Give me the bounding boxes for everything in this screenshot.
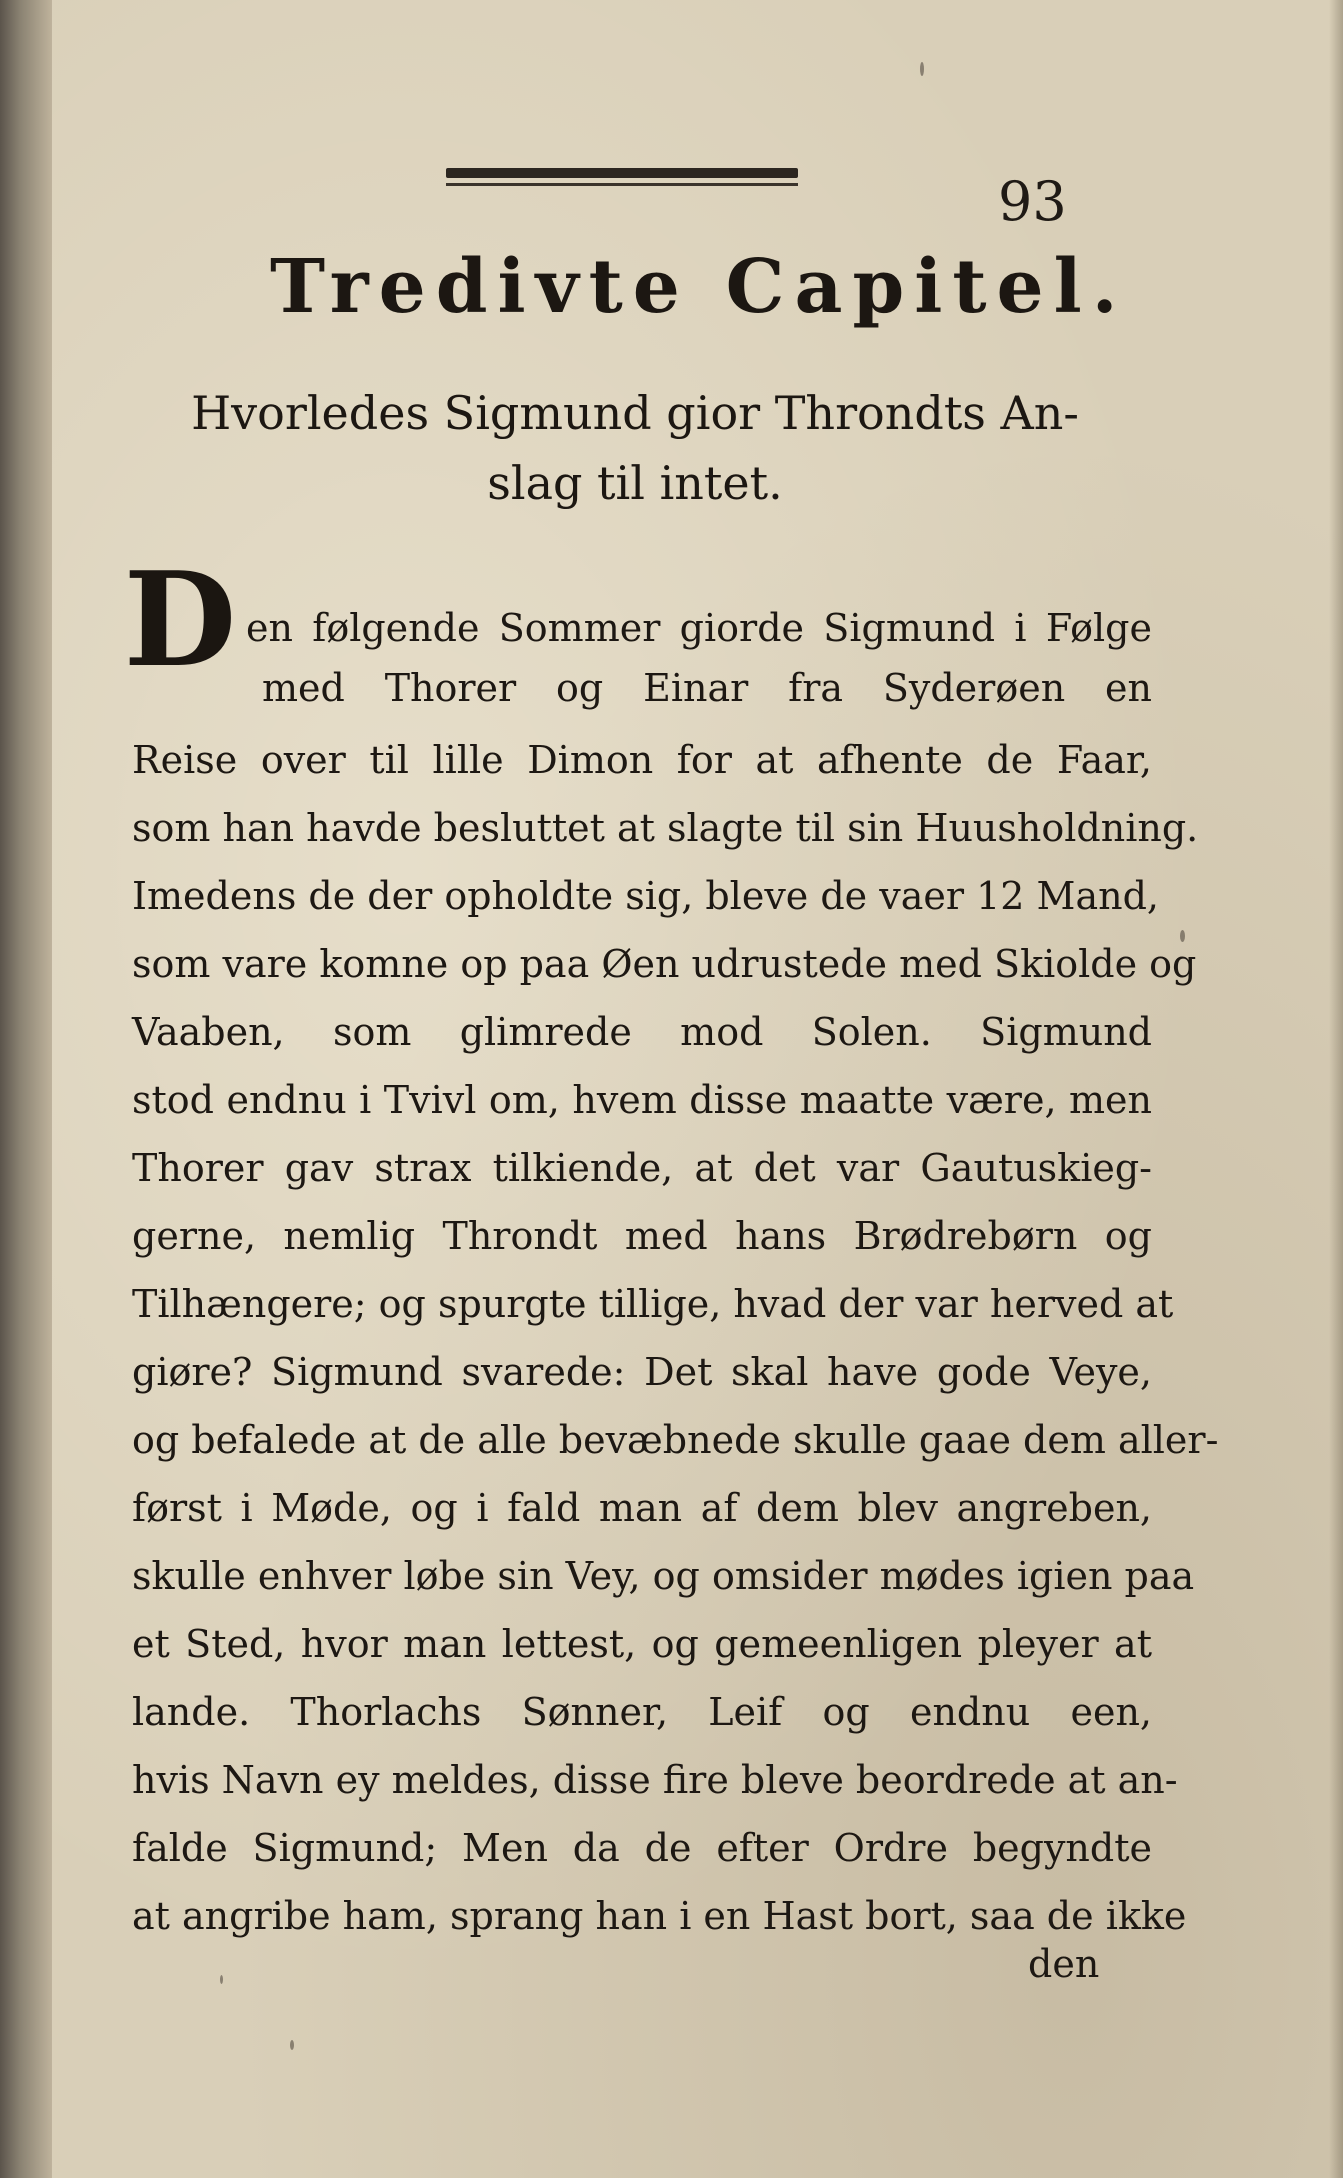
text-line: et Sted, hvor man lettest, og gemeenligen pleyer at bbox=[132, 1622, 1152, 1666]
text-line: Tilhængere; og spurgte tillige, hvad der var herved at bbox=[132, 1282, 1174, 1326]
subtitle-line: slag til intet. bbox=[487, 456, 783, 510]
text-line: som han havde besluttet at slagte til sin Huusholdning. bbox=[132, 806, 1199, 850]
text-line: Thorer gav strax tilkiende, at det var Gautuskieg- bbox=[132, 1146, 1152, 1190]
text-line: stod endnu i Tvivl om, hvem disse maatte være, men bbox=[132, 1078, 1152, 1122]
page-number: 93 bbox=[998, 170, 1067, 233]
text-line: med Thorer og Einar fra Syderøen en bbox=[262, 666, 1152, 710]
text-line: skulle enhver løbe sin Vey, og omsider mødes igien paa bbox=[132, 1554, 1195, 1598]
text-line: Vaaben, som glimrede mod Solen. Sigmund bbox=[132, 1010, 1152, 1054]
text-line: først i Møde, og i fald man af dem blev angreben, bbox=[132, 1486, 1152, 1530]
text-line: og befalede at de alle bevæbnede skulle gaae dem aller- bbox=[132, 1418, 1219, 1462]
text-line: hvis Navn ey meldes, disse fire bleve beordrede at an- bbox=[132, 1758, 1178, 1802]
text-line: som vare komne op paa Øen udrustede med Skiolde og bbox=[132, 942, 1197, 986]
chapter-title: Tredivte Capitel. bbox=[270, 244, 1128, 330]
text-line: Reise over til lille Dimon for at afhente de Faar, bbox=[132, 738, 1152, 782]
text-line: gerne, nemlig Throndt med hans Brødrebørn og bbox=[132, 1214, 1152, 1258]
chapter-subtitle bbox=[120, 378, 1150, 518]
ornamental-rule bbox=[446, 168, 798, 178]
drop-initial: D bbox=[123, 543, 237, 696]
text-line: giøre? Sigmund svarede: Det skal have gode Veye, bbox=[132, 1350, 1152, 1394]
paper-speck bbox=[920, 62, 924, 76]
paper-speck bbox=[220, 1975, 223, 1984]
catchword: den bbox=[1028, 1942, 1100, 1986]
text-line: Imedens de der opholdte sig, bleve de vaer 12 Mand, bbox=[132, 874, 1159, 918]
book-spine-shadow bbox=[0, 0, 52, 2178]
text-line: lande. Thorlachs Sønner, Leif og endnu een, bbox=[132, 1690, 1152, 1734]
paper-speck bbox=[1180, 930, 1185, 942]
text-line: falde Sigmund; Men da de efter Ordre begyndte bbox=[132, 1826, 1152, 1870]
text-line: at angribe ham, sprang han i en Hast bort, saa de ikke bbox=[132, 1894, 1187, 1938]
text-line: en følgende Sommer giorde Sigmund i Følge bbox=[246, 606, 1152, 650]
ornamental-rule-thin bbox=[446, 183, 798, 186]
subtitle-line: Hvorledes Sigmund gior Throndts An- bbox=[191, 386, 1079, 440]
paper-speck bbox=[290, 2040, 294, 2050]
page-edge-shadow bbox=[1329, 0, 1343, 2178]
